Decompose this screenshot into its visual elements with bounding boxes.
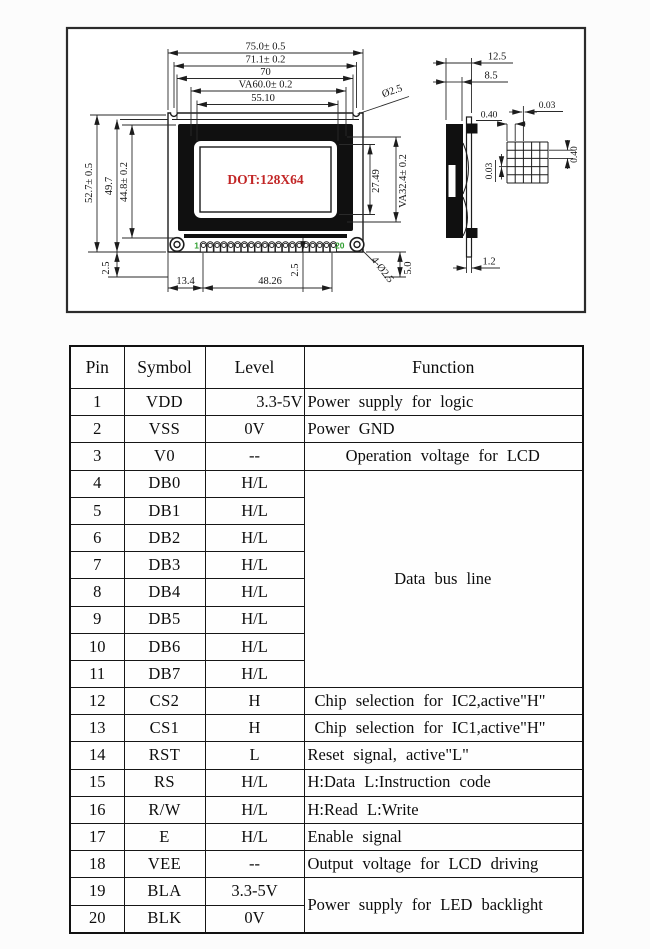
side-tab-top — [467, 124, 478, 134]
pin-number-cell: 12 — [70, 688, 124, 715]
pin-number-last: 20 — [335, 240, 345, 251]
dim-dot-width: 0.40 — [480, 110, 498, 121]
level-cell: H/L — [205, 633, 304, 660]
table-row — [70, 796, 583, 823]
symbol-cell: E — [124, 824, 205, 851]
symbol-cell: DB6 — [124, 633, 205, 660]
dim-va-height: VA32.4± 0.2 — [398, 154, 409, 208]
mounting-hole-right — [350, 238, 364, 252]
level-cell: H — [205, 715, 304, 742]
mechanical-drawing — [0, 0, 650, 332]
symbol-cell: BLA — [124, 878, 205, 905]
function-cell: Power GND — [304, 416, 583, 443]
column-header-symbol: Symbol — [124, 346, 205, 389]
function-cell: H:Data L:Instruction code — [304, 769, 583, 796]
pin-number-cell: 10 — [70, 633, 124, 660]
level-cell: H/L — [205, 470, 304, 497]
pin-number-cell: 2 — [70, 416, 124, 443]
pin-number-first: 1 — [194, 240, 199, 251]
mounting-hole-left — [170, 238, 184, 252]
dim-side-depth-full: 12.5 — [487, 51, 507, 63]
pin-number-cell: 8 — [70, 579, 124, 606]
pin-number-cell: 16 — [70, 796, 124, 823]
pin-number-cell: 14 — [70, 742, 124, 769]
side-tab-bottom — [467, 228, 478, 238]
level-cell: -- — [205, 851, 304, 878]
table-row — [70, 389, 583, 416]
dim-overall-width: 75.0± 0.5 — [245, 41, 286, 53]
pin-number-cell: 6 — [70, 524, 124, 551]
dim-bezel-height: 44.8± 0.2 — [119, 162, 130, 202]
level-cell: H/L — [205, 796, 304, 823]
dim-height-497: 49.7 — [104, 176, 115, 196]
pin-number-cell: 4 — [70, 470, 124, 497]
hole-diameter-label: Ø2.5 — [380, 83, 404, 101]
symbol-cell: VDD — [124, 389, 205, 416]
symbol-cell: RS — [124, 769, 205, 796]
dim-pcb-thickness: 1.2 — [482, 256, 496, 268]
dim-overall-height: 52.7± 0.5 — [84, 163, 95, 203]
column-header-pin: Pin — [70, 346, 124, 389]
column-header-function: Function — [304, 346, 583, 389]
pin-number-cell: 15 — [70, 769, 124, 796]
table-row — [70, 416, 583, 443]
pin-number-cell: 19 — [70, 878, 124, 905]
function-cell: Chip selection for IC2,active"H" — [304, 688, 583, 715]
pin-number-cell: 3 — [70, 443, 124, 470]
column-header-level: Level — [205, 346, 304, 389]
level-cell: 3.3-5V — [205, 878, 304, 905]
function-cell: Reset signal, active"L" — [304, 742, 583, 769]
symbol-cell: RST — [124, 742, 205, 769]
symbol-cell: VEE — [124, 851, 205, 878]
bottom-glass-bar — [184, 234, 347, 238]
level-cell: H/L — [205, 660, 304, 687]
dim-active-height: 27.49 — [371, 169, 382, 193]
dim-25-bottom: 2.5 — [290, 263, 301, 277]
level-cell: H/L — [205, 606, 304, 633]
dim-width-70: 70 — [260, 67, 271, 78]
function-cell: Chip selection for IC1,active"H" — [304, 715, 583, 742]
level-cell: H/L — [205, 579, 304, 606]
dim-width-711: 71.1± 0.2 — [245, 54, 286, 66]
symbol-cell: DB1 — [124, 497, 205, 524]
dim-dot-height: 0.40 — [570, 146, 580, 163]
symbol-cell: CS1 — [124, 715, 205, 742]
table-row — [70, 715, 583, 742]
dim-side-depth-module: 8.5 — [484, 70, 498, 82]
pin-number-cell: 1 — [70, 389, 124, 416]
symbol-cell: DB5 — [124, 606, 205, 633]
pin-number-cell: 17 — [70, 824, 124, 851]
pin-function-table — [69, 345, 584, 934]
symbol-cell: V0 — [124, 443, 205, 470]
pin-number-cell: 13 — [70, 715, 124, 742]
symbol-cell: R/W — [124, 796, 205, 823]
level-cell: H — [205, 688, 304, 715]
table-row — [70, 443, 583, 470]
level-cell: H/L — [205, 524, 304, 551]
table-row — [70, 851, 583, 878]
table-row — [70, 824, 583, 851]
symbol-cell: CS2 — [124, 688, 205, 715]
level-cell: H/L — [205, 552, 304, 579]
level-cell: H/L — [205, 824, 304, 851]
table-row — [70, 769, 583, 796]
level-cell: L — [205, 742, 304, 769]
symbol-cell: VSS — [124, 416, 205, 443]
symbol-cell: DB3 — [124, 552, 205, 579]
side-module-slot — [449, 165, 456, 197]
function-cell: Power supply for LED backlight — [304, 878, 583, 933]
symbol-cell: DB0 — [124, 470, 205, 497]
table-header-row — [70, 346, 583, 389]
level-cell: H/L — [205, 769, 304, 796]
pin-number-cell: 20 — [70, 905, 124, 933]
function-cell: Data bus line — [304, 470, 583, 688]
dim-dot-gap-h: 0.03 — [538, 101, 556, 111]
level-cell: 0V — [205, 416, 304, 443]
dim-pin-span: 48.26 — [258, 276, 282, 287]
function-cell: Enable signal — [304, 824, 583, 851]
pin-number-cell: 11 — [70, 660, 124, 687]
level-cell: -- — [205, 443, 304, 470]
dim-active-width: 55.10 — [251, 93, 275, 104]
level-cell: H/L — [205, 497, 304, 524]
table-row — [70, 742, 583, 769]
pin-number-cell: 9 — [70, 606, 124, 633]
table-row — [70, 470, 583, 497]
dim-pin-length: 5.0 — [403, 261, 414, 275]
table-row — [70, 878, 583, 905]
dim-25-left: 2.5 — [101, 261, 112, 275]
symbol-cell: DB2 — [124, 524, 205, 551]
pin-number-cell: 5 — [70, 497, 124, 524]
dim-va-width: VA60.0± 0.2 — [238, 79, 293, 91]
dot-matrix-label: DOT:128X64 — [227, 172, 304, 187]
level-cell: 3.3-5V — [205, 389, 304, 416]
function-cell: H:Read L:Write — [304, 796, 583, 823]
pin-number-cell: 18 — [70, 851, 124, 878]
symbol-cell: DB7 — [124, 660, 205, 687]
table-row — [70, 688, 583, 715]
symbol-cell: BLK — [124, 905, 205, 933]
function-cell: Power supply for logic — [304, 389, 583, 416]
symbol-cell: DB4 — [124, 579, 205, 606]
level-cell: 0V — [205, 905, 304, 933]
function-cell: Output voltage for LCD driving — [304, 851, 583, 878]
pin-number-cell: 7 — [70, 552, 124, 579]
mounting-holes-label: 4-Ø2.5 — [368, 255, 396, 286]
function-cell: Operation voltage for LCD — [304, 443, 583, 470]
dim-dot-gap-v: 0.03 — [485, 162, 495, 180]
dim-pin-offset: 13.4 — [176, 276, 195, 287]
